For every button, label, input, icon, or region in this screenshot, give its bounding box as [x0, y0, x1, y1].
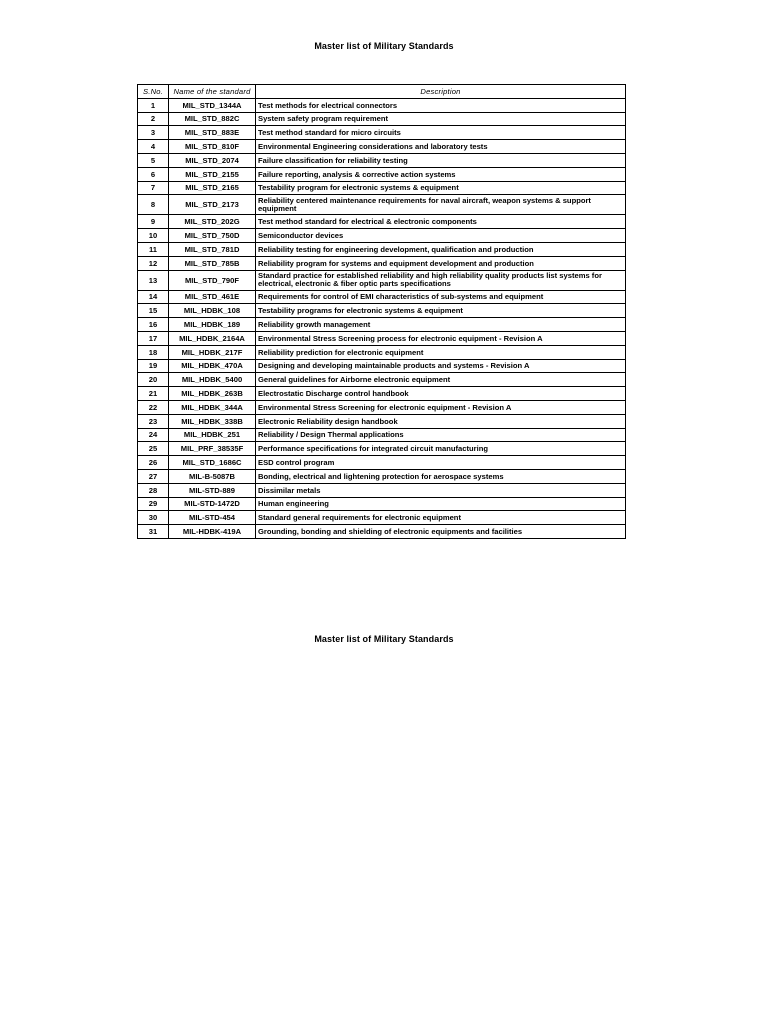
row-sno: 19 [138, 359, 169, 373]
row-description: ESD control program [256, 456, 626, 470]
row-description: Semiconductor devices [256, 229, 626, 243]
row-standard-name: MIL_STD_2074 [169, 153, 256, 167]
table-row [138, 483, 626, 497]
table-row [138, 373, 626, 387]
row-description: Reliability / Design Thermal applications [256, 428, 626, 442]
header-standard-name: Name of the standard [169, 85, 256, 99]
row-standard-name: MIL_STD_202G [169, 215, 256, 229]
row-standard-name: MIL_PRF_38535F [169, 442, 256, 456]
row-description: Designing and developing maintainable products and systems - Revision A [256, 359, 626, 373]
row-standard-name: MIL_HDBK_217F [169, 345, 256, 359]
row-description: Test method standard for electrical & electronic components [256, 215, 626, 229]
row-description: Failure reporting, analysis & corrective action systems [256, 167, 626, 181]
table-row [138, 242, 626, 256]
row-description: Reliability centered maintenance requirements for naval aircraft, weapon systems & support equipment [256, 195, 626, 215]
row-sno: 25 [138, 442, 169, 456]
row-standard-name: MIL_STD_810F [169, 140, 256, 154]
header-sno: S.No. [138, 85, 169, 99]
row-standard-name: MIL-STD-454 [169, 511, 256, 525]
row-sno: 15 [138, 304, 169, 318]
row-description: Electrostatic Discharge control handbook [256, 387, 626, 401]
row-description: Testability programs for electronic systems & equipment [256, 304, 626, 318]
row-description: Failure classification for reliability testing [256, 153, 626, 167]
row-sno: 31 [138, 525, 169, 539]
row-sno: 26 [138, 456, 169, 470]
row-sno: 21 [138, 387, 169, 401]
row-standard-name: MIL_STD_1344A [169, 98, 256, 112]
row-sno: 13 [138, 270, 169, 290]
row-description: Performance specifications for integrated circuit manufacturing [256, 442, 626, 456]
table-body [138, 98, 626, 538]
row-sno: 3 [138, 126, 169, 140]
row-sno: 20 [138, 373, 169, 387]
table-row [138, 414, 626, 428]
row-description: Grounding, bonding and shielding of electronic equipments and facilities [256, 525, 626, 539]
table-row [138, 387, 626, 401]
row-sno: 30 [138, 511, 169, 525]
table-row [138, 98, 626, 112]
table-row [138, 270, 626, 290]
table-row [138, 195, 626, 215]
row-standard-name: MIL_HDBK_251 [169, 428, 256, 442]
table-row [138, 359, 626, 373]
row-standard-name: MIL_STD_1686C [169, 456, 256, 470]
row-description: Test method standard for micro circuits [256, 126, 626, 140]
row-description: System safety program requirement [256, 112, 626, 126]
table-row [138, 256, 626, 270]
row-description: Bonding, electrical and lightening protection for aerospace systems [256, 469, 626, 483]
row-standard-name: MIL_HDBK_470A [169, 359, 256, 373]
table-row [138, 442, 626, 456]
row-sno: 6 [138, 167, 169, 181]
row-sno: 5 [138, 153, 169, 167]
row-sno: 8 [138, 195, 169, 215]
table-row [138, 525, 626, 539]
row-sno: 7 [138, 181, 169, 195]
row-sno: 29 [138, 497, 169, 511]
table-row [138, 469, 626, 483]
row-sno: 2 [138, 112, 169, 126]
row-standard-name: MIL-B-5087B [169, 469, 256, 483]
row-standard-name: MIL_STD_2155 [169, 167, 256, 181]
row-standard-name: MIL_STD_2165 [169, 181, 256, 195]
table-header-row [138, 85, 626, 99]
row-sno: 16 [138, 318, 169, 332]
table-row [138, 181, 626, 195]
row-standard-name: MIL_HDBK_5400 [169, 373, 256, 387]
standards-table [137, 84, 626, 539]
row-sno: 4 [138, 140, 169, 154]
row-description: Human engineering [256, 497, 626, 511]
table-row [138, 126, 626, 140]
row-standard-name: MIL_STD_750D [169, 229, 256, 243]
row-sno: 23 [138, 414, 169, 428]
row-description: Standard general requirements for electronic equipment [256, 511, 626, 525]
table-row [138, 112, 626, 126]
row-description: Standard practice for established reliability and high reliability quality products list systems for electrical, electronic & fiber optic parts specifications [256, 270, 626, 290]
row-standard-name: MIL_STD_2173 [169, 195, 256, 215]
table-row [138, 215, 626, 229]
table-row [138, 428, 626, 442]
row-description: Reliability prediction for electronic equipment [256, 345, 626, 359]
table-row [138, 511, 626, 525]
row-sno: 14 [138, 290, 169, 304]
row-standard-name: MIL_HDBK_189 [169, 318, 256, 332]
row-standard-name: MIL_HDBK_2164A [169, 331, 256, 345]
row-description: Testability program for electronic systems & equipment [256, 181, 626, 195]
table-row [138, 345, 626, 359]
row-standard-name: MIL_HDBK_344A [169, 400, 256, 414]
row-standard-name: MIL-STD-889 [169, 483, 256, 497]
row-standard-name: MIL_HDBK_263B [169, 387, 256, 401]
row-sno: 11 [138, 242, 169, 256]
row-standard-name: MIL_STD_781D [169, 242, 256, 256]
row-sno: 27 [138, 469, 169, 483]
table-row [138, 456, 626, 470]
row-sno: 1 [138, 98, 169, 112]
table-row [138, 167, 626, 181]
row-description: Environmental Engineering considerations and laboratory tests [256, 140, 626, 154]
row-sno: 24 [138, 428, 169, 442]
row-sno: 17 [138, 331, 169, 345]
row-description: Reliability program for systems and equipment development and production [256, 256, 626, 270]
row-standard-name: MIL_STD_790F [169, 270, 256, 290]
table-row [138, 400, 626, 414]
row-standard-name: MIL_HDBK_108 [169, 304, 256, 318]
table-row [138, 304, 626, 318]
row-standard-name: MIL-HDBK-419A [169, 525, 256, 539]
page-title: Master list of Military Standards [314, 41, 454, 51]
row-description: Test methods for electrical connectors [256, 98, 626, 112]
row-sno: 22 [138, 400, 169, 414]
row-sno: 18 [138, 345, 169, 359]
row-description: Electronic Reliability design handbook [256, 414, 626, 428]
table-row [138, 318, 626, 332]
header-description: Description [256, 85, 626, 99]
table-row [138, 140, 626, 154]
row-standard-name: MIL_HDBK_338B [169, 414, 256, 428]
row-sno: 9 [138, 215, 169, 229]
row-description: General guidelines for Airborne electronic equipment [256, 373, 626, 387]
row-description: Reliability testing for engineering development, qualification and production [256, 242, 626, 256]
row-standard-name: MIL_STD_882C [169, 112, 256, 126]
table-row [138, 497, 626, 511]
row-description: Requirements for control of EMI characteristics of sub-systems and equipment [256, 290, 626, 304]
table-row [138, 290, 626, 304]
table-row [138, 331, 626, 345]
row-sno: 28 [138, 483, 169, 497]
row-description: Environmental Stress Screening process for electronic equipment - Revision A [256, 331, 626, 345]
row-description: Reliability growth management [256, 318, 626, 332]
row-sno: 12 [138, 256, 169, 270]
table-row [138, 229, 626, 243]
row-description: Dissimilar metals [256, 483, 626, 497]
table-row [138, 153, 626, 167]
row-standard-name: MIL_STD_883E [169, 126, 256, 140]
row-standard-name: MIL_STD_785B [169, 256, 256, 270]
row-standard-name: MIL-STD-1472D [169, 497, 256, 511]
row-standard-name: MIL_STD_461E [169, 290, 256, 304]
row-description: Environmental Stress Screening for electronic equipment - Revision A [256, 400, 626, 414]
row-sno: 10 [138, 229, 169, 243]
footer-title: Master list of Military Standards [314, 634, 454, 644]
